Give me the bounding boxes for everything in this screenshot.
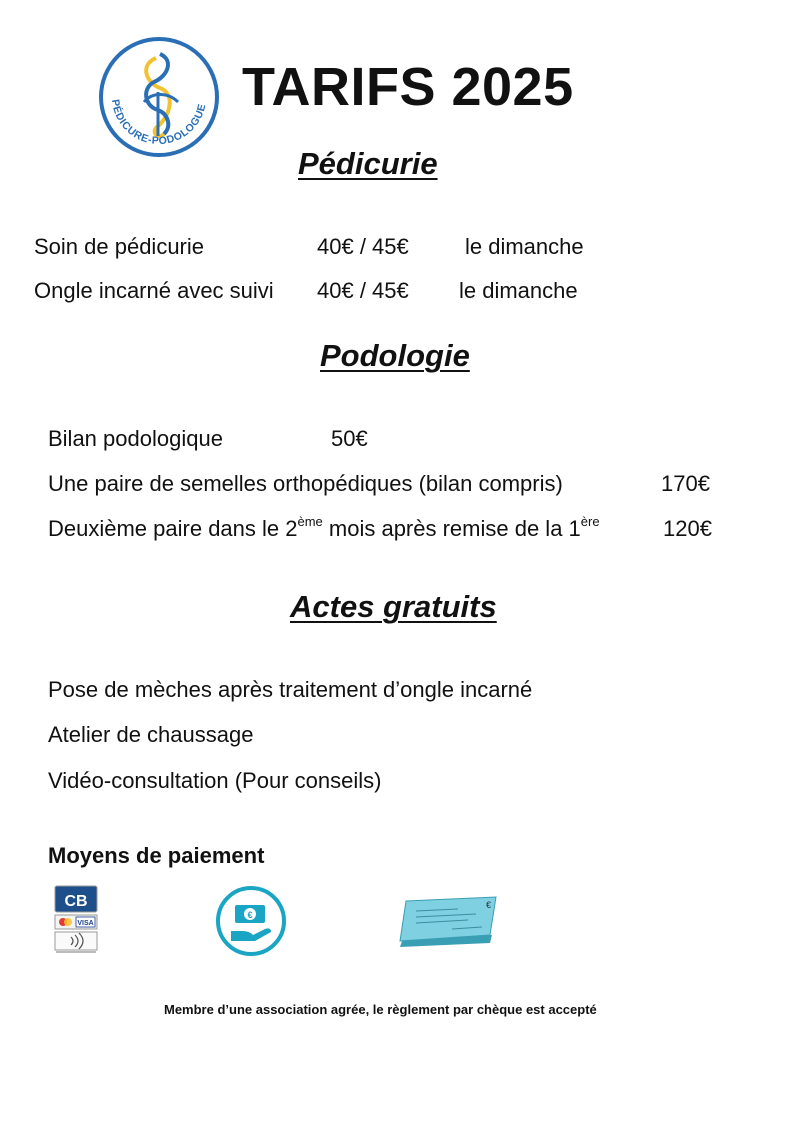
podologie-row-label xyxy=(48,516,600,542)
gratuits-item: Atelier de chaussage xyxy=(48,722,254,747)
page-title: TARIFS 2025 xyxy=(242,57,574,117)
pedicurie-row-price: 40€ / 45€ xyxy=(317,234,409,259)
podologie-row-label: Une paire de semelles orthopédiques (bilan compris) xyxy=(48,471,563,496)
cheque-icon xyxy=(398,895,502,947)
superscript: ème xyxy=(297,514,323,529)
podologie-row-price: 50€ xyxy=(331,426,368,451)
logo xyxy=(98,36,220,158)
label-part: Deuxième paire dans le 2 xyxy=(48,516,298,541)
gratuits-item: Vidéo-consultation (Pour conseils) xyxy=(48,768,382,793)
podologie-row-label: Bilan podologique xyxy=(48,426,223,451)
pedicurie-row-label: Ongle incarné avec suivi xyxy=(34,278,274,303)
podologie-row-price: 170€ xyxy=(661,471,710,496)
pedicurie-row-price: 40€ / 45€ xyxy=(317,278,409,303)
podologie-row-price: 120€ xyxy=(663,516,712,541)
footer-note: Membre d’une association agrée, le règlement par chèque est accepté xyxy=(164,1002,597,1017)
podiatrist-logo-icon xyxy=(98,36,220,158)
cb-logo-text: CB xyxy=(64,893,88,910)
visa-logo-text: VISA xyxy=(77,920,94,927)
pedicurie-row-note: le dimanche xyxy=(465,234,584,259)
cash-currency-symbol: € xyxy=(247,910,253,920)
card-payment-icon xyxy=(54,885,100,955)
cash-payment-icon xyxy=(215,885,287,957)
pedicurie-heading: Pédicurie xyxy=(298,146,438,181)
pedicurie-row-label: Soin de pédicurie xyxy=(34,234,205,259)
paiement-heading: Moyens de paiement xyxy=(48,843,265,868)
cheque-currency-symbol: € xyxy=(486,900,492,910)
gratuits-item: Pose de mèches après traitement d’ongle incarné xyxy=(48,677,533,702)
podologie-heading: Podologie xyxy=(320,338,470,373)
gratuits-heading: Actes gratuits xyxy=(290,589,497,624)
pedicurie-row-note: le dimanche xyxy=(459,278,578,303)
logo-ring-text: PÉDICURE-PODOLOGUE xyxy=(108,98,209,148)
label-part: mois après remise de la 1 xyxy=(322,516,581,541)
superscript: ère xyxy=(580,514,600,529)
